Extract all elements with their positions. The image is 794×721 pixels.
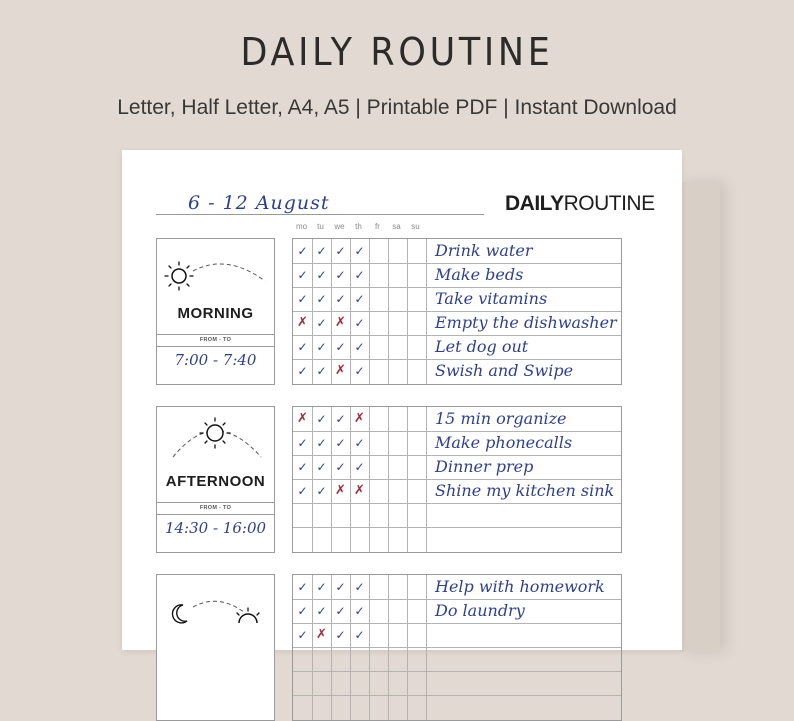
check-mark-icon: ✓ <box>297 340 308 354</box>
check-mark-icon: ✓ <box>335 580 346 594</box>
check-mark-icon: ✓ <box>316 460 327 474</box>
check-mark-icon: ✓ <box>316 244 327 258</box>
check-mark-icon: ✓ <box>297 604 308 618</box>
task-text: 15 min organize <box>435 409 567 428</box>
row-line <box>293 527 621 528</box>
task-text: Swish and Swipe <box>435 361 574 380</box>
check-mark-icon: ✓ <box>335 412 346 426</box>
sunrise-icon <box>157 239 274 299</box>
column-line <box>388 407 389 552</box>
check-mark-icon: ✓ <box>335 244 346 258</box>
check-mark-icon: ✓ <box>354 244 365 258</box>
cross-mark-icon: ✗ <box>354 483 365 498</box>
check-mark-icon: ✓ <box>335 604 346 618</box>
time-box <box>156 406 275 553</box>
block-name: MORNING <box>177 305 254 322</box>
check-mark-icon: ✓ <box>335 436 346 450</box>
divider <box>157 514 274 515</box>
brand-bold: DAILY <box>505 192 564 215</box>
column-line <box>369 239 370 384</box>
row-line <box>293 503 621 504</box>
day-label: mo <box>295 222 308 231</box>
afternoon-block <box>156 406 622 552</box>
check-mark-icon: ✓ <box>316 412 327 426</box>
evening-block <box>156 574 622 720</box>
task-text: Shine my kitchen sink <box>435 481 615 500</box>
check-mark-icon: ✓ <box>297 364 308 378</box>
cross-mark-icon: ✗ <box>316 627 327 642</box>
day-label: sa <box>392 222 401 231</box>
task-text: Drink water <box>435 241 533 260</box>
day-label: tu <box>317 222 324 231</box>
divider <box>157 502 274 503</box>
paper-stack-shadow <box>680 182 720 652</box>
cross-mark-icon: ✗ <box>354 411 365 426</box>
planner-sheet <box>122 150 682 650</box>
task-text: Do laundry <box>435 601 525 620</box>
moon-and-sunset-icon <box>157 575 274 635</box>
time-box <box>156 574 275 721</box>
check-mark-icon: ✓ <box>316 292 327 306</box>
time-range: 14:30 - 16:00 <box>164 519 267 537</box>
column-line <box>426 575 427 720</box>
task-text: Dinner prep <box>435 457 534 476</box>
check-mark-icon: ✓ <box>335 292 346 306</box>
cross-mark-icon: ✗ <box>297 315 308 330</box>
checklist-grid <box>292 238 622 385</box>
row-line <box>293 695 621 696</box>
day-label: su <box>411 222 420 231</box>
row-line <box>293 647 621 648</box>
block-name: AFTERNOON <box>165 473 266 490</box>
day-label: we <box>334 222 345 231</box>
brand-light: ROUTINE <box>563 192 655 215</box>
task-text: Make phonecalls <box>435 433 573 452</box>
column-line <box>369 575 370 720</box>
checklist-grid <box>292 574 622 721</box>
check-mark-icon: ✓ <box>316 364 327 378</box>
task-text: Help with homework <box>435 577 605 596</box>
check-mark-icon: ✓ <box>316 340 327 354</box>
page-title: DAILY ROUTINE <box>240 30 554 74</box>
check-mark-icon: ✓ <box>297 268 308 282</box>
check-mark-icon: ✓ <box>297 244 308 258</box>
column-line <box>426 407 427 552</box>
check-mark-icon: ✓ <box>354 364 365 378</box>
check-mark-icon: ✓ <box>316 580 327 594</box>
column-line <box>407 407 408 552</box>
check-mark-icon: ✓ <box>354 580 365 594</box>
check-mark-icon: ✓ <box>354 628 365 642</box>
column-line <box>407 239 408 384</box>
checklist-grid <box>292 406 622 553</box>
task-text: Empty the dishwasher <box>435 313 617 332</box>
check-mark-icon: ✓ <box>297 460 308 474</box>
divider <box>157 334 274 335</box>
check-mark-icon: ✓ <box>354 604 365 618</box>
check-mark-icon: ✓ <box>316 604 327 618</box>
check-mark-icon: ✓ <box>354 268 365 282</box>
check-mark-icon: ✓ <box>316 436 327 450</box>
task-text: Take vitamins <box>435 289 548 308</box>
check-mark-icon: ✓ <box>297 484 308 498</box>
from-to-label: FROM - TO <box>199 505 232 511</box>
check-mark-icon: ✓ <box>335 268 346 282</box>
midday-sun-icon <box>157 407 274 467</box>
morning-block <box>156 238 622 384</box>
check-mark-icon: ✓ <box>297 580 308 594</box>
column-line <box>407 575 408 720</box>
check-mark-icon: ✓ <box>297 628 308 642</box>
column-line <box>369 407 370 552</box>
time-range: 7:00 - 7:40 <box>174 351 257 369</box>
date-underline <box>156 214 484 215</box>
from-to-label: FROM - TO <box>199 337 232 343</box>
day-label: fr <box>375 222 380 231</box>
check-mark-icon: ✓ <box>316 316 327 330</box>
column-line <box>426 239 427 384</box>
cross-mark-icon: ✗ <box>335 315 346 330</box>
page-subtitle: Letter, Half Letter, A4, A5 | Printable PDF | Instant Download <box>117 96 677 119</box>
check-mark-icon: ✓ <box>335 340 346 354</box>
check-mark-icon: ✓ <box>297 292 308 306</box>
check-mark-icon: ✓ <box>297 436 308 450</box>
task-text: Let dog out <box>435 337 529 356</box>
check-mark-icon: ✓ <box>335 460 346 474</box>
check-mark-icon: ✓ <box>316 484 327 498</box>
check-mark-icon: ✓ <box>354 436 365 450</box>
check-mark-icon: ✓ <box>316 268 327 282</box>
check-mark-icon: ✓ <box>354 340 365 354</box>
weekday-header <box>292 222 425 231</box>
time-box <box>156 238 275 385</box>
task-text: Make beds <box>435 265 524 284</box>
column-line <box>388 239 389 384</box>
date-range: 6 - 12 August <box>188 192 330 214</box>
check-mark-icon: ✓ <box>335 628 346 642</box>
divider <box>157 346 274 347</box>
row-line <box>293 671 621 672</box>
check-mark-icon: ✓ <box>354 316 365 330</box>
cross-mark-icon: ✗ <box>335 483 346 498</box>
sheet-brand-title <box>505 192 655 216</box>
check-mark-icon: ✓ <box>354 292 365 306</box>
cross-mark-icon: ✗ <box>297 411 308 426</box>
check-mark-icon: ✓ <box>354 460 365 474</box>
column-line <box>388 575 389 720</box>
day-label: th <box>355 222 362 231</box>
cross-mark-icon: ✗ <box>335 363 346 378</box>
